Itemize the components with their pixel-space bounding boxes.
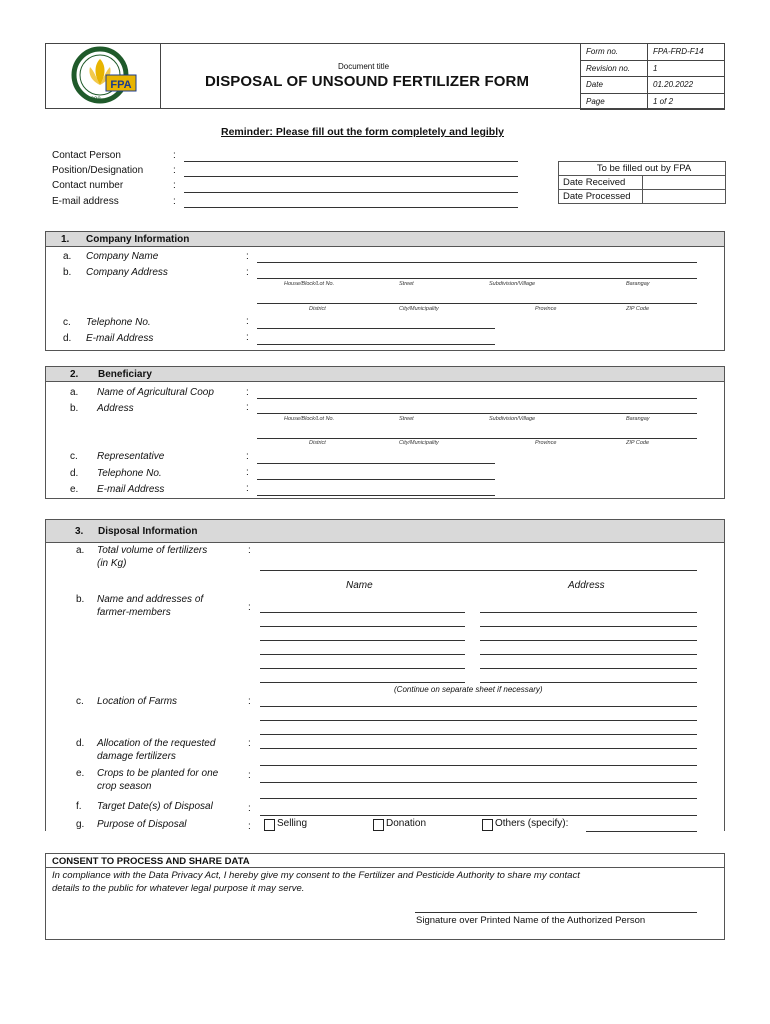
colon: : xyxy=(248,738,251,749)
farmer-address-field[interactable] xyxy=(480,668,697,669)
total-volume-label: Total volume of fertilizers xyxy=(97,545,208,556)
farmer-address-field[interactable] xyxy=(480,640,697,641)
selling-checkbox[interactable] xyxy=(264,819,275,831)
item-letter: e. xyxy=(76,768,85,779)
farmer-members-label: Name and addresses of xyxy=(97,594,204,605)
fpa-box-header xyxy=(559,162,726,176)
others-specify-field[interactable] xyxy=(586,831,697,832)
section-3-header xyxy=(45,519,725,543)
target-date-label: Target Date(s) of Disposal xyxy=(97,801,213,812)
allocation-field[interactable] xyxy=(260,748,697,749)
beneficiary-address-label: Address xyxy=(97,403,134,414)
colon: : xyxy=(246,251,249,262)
colon: : xyxy=(248,803,251,814)
target-date-field[interactable] xyxy=(260,815,697,816)
addr-sublabel: ZIP Code xyxy=(626,306,650,312)
item-letter: g. xyxy=(76,819,85,830)
addr-sublabel: District xyxy=(309,306,326,312)
item-letter: a. xyxy=(63,251,72,262)
reminder-text: Reminder: Please fill out the form completely and legibly xyxy=(221,126,504,138)
date-processed-label: Date Processed xyxy=(559,190,643,204)
item-letter: c. xyxy=(70,451,78,462)
addr-sublabel: Street xyxy=(399,281,414,287)
agri-coop-field[interactable] xyxy=(257,398,697,399)
meta-label: Date xyxy=(581,77,648,94)
total-volume-label-2: (in Kg) xyxy=(97,558,127,569)
farmer-address-field[interactable] xyxy=(480,654,697,655)
section-title: Disposal Information xyxy=(98,526,198,537)
selling-option-label: Selling xyxy=(277,818,308,829)
position-label: Position/Designation xyxy=(52,165,144,176)
beneficiary-email-field[interactable] xyxy=(257,495,495,496)
agri-coop-label: Name of Agricultural Coop xyxy=(97,387,214,398)
addr-sublabel: Province xyxy=(535,440,557,446)
consent-title-divider xyxy=(45,867,725,868)
colon: : xyxy=(246,267,249,278)
contact-number-field[interactable] xyxy=(184,192,518,193)
allocation-field[interactable] xyxy=(260,734,697,735)
farmer-name-field[interactable] xyxy=(260,668,465,669)
beneficiary-telephone-field[interactable] xyxy=(257,479,495,480)
farmer-name-field[interactable] xyxy=(260,640,465,641)
company-name-field[interactable] xyxy=(257,262,697,263)
addr-sublabel: Barangay xyxy=(626,281,650,287)
meta-value: 01.20.2022 xyxy=(648,77,725,94)
purpose-label: Purpose of Disposal xyxy=(97,819,187,830)
item-letter: d. xyxy=(76,738,85,749)
item-letter: f. xyxy=(76,801,82,812)
section-1-header xyxy=(45,231,725,247)
item-letter: e. xyxy=(70,484,79,495)
beneficiary-address-field-2[interactable] xyxy=(257,438,697,439)
date-processed-field[interactable] xyxy=(643,190,726,204)
representative-field[interactable] xyxy=(257,463,495,464)
colon: : xyxy=(246,402,249,413)
farmer-address-field[interactable] xyxy=(480,612,697,613)
section-number: 3. xyxy=(75,526,84,537)
contact-number-label: Contact number xyxy=(52,180,124,191)
fpa-box-row xyxy=(559,190,726,204)
header-logo-divider xyxy=(160,43,161,109)
addr-sublabel: City/Municipality xyxy=(399,306,439,312)
section-2-header xyxy=(45,366,725,382)
form-meta-table xyxy=(580,43,725,110)
beneficiary-email-label: E-mail Address xyxy=(97,484,165,495)
addr-sublabel: Barangay xyxy=(626,416,650,422)
colon: : xyxy=(173,150,176,161)
item-letter: b. xyxy=(70,403,79,414)
farmer-address-field[interactable] xyxy=(480,626,697,627)
consent-text-line-1: In compliance with the Data Privacy Act, I hereby give my consent to the Fertilizer and Pesticide Authority to share my contact xyxy=(52,870,580,881)
crops-label: Crops to be planted for one xyxy=(97,768,219,779)
email-label: E-mail address xyxy=(52,196,119,207)
telephone-label: Telephone No. xyxy=(86,317,151,328)
meta-value: 1 of 2 xyxy=(648,93,725,110)
meta-row xyxy=(581,44,725,61)
fpa-use-box xyxy=(558,161,726,204)
email-field[interactable] xyxy=(184,207,518,208)
continue-note: (Continue on separate sheet if necessary) xyxy=(394,685,543,694)
crops-field[interactable] xyxy=(260,798,697,799)
name-column-header: Name xyxy=(346,580,373,591)
signature-field[interactable] xyxy=(415,912,697,913)
location-farms-field[interactable] xyxy=(260,706,697,707)
form-title: DISPOSAL OF UNSOUND FERTILIZER FORM xyxy=(205,73,530,90)
fpa-logo xyxy=(70,45,140,107)
consent-text-line-2: details to the public for whatever legal purpose it may serve. xyxy=(52,883,305,894)
colon: : xyxy=(248,770,251,781)
company-address-field-1[interactable] xyxy=(257,278,697,279)
beneficiary-address-field-1[interactable] xyxy=(257,413,697,414)
meta-value: 1 xyxy=(648,60,725,77)
item-letter: d. xyxy=(70,468,79,479)
donation-option-label: Donation xyxy=(386,818,427,829)
company-telephone-field[interactable] xyxy=(257,328,495,329)
document-title-label: Document title xyxy=(338,62,390,71)
logo-brand: FPA xyxy=(110,79,132,91)
company-name-label: Company Name xyxy=(86,251,159,262)
addr-sublabel: District xyxy=(309,440,326,446)
date-received-field[interactable] xyxy=(643,176,726,190)
addr-sublabel: Province xyxy=(535,306,557,312)
logo-year: 1898 xyxy=(87,97,101,103)
addr-sublabel: Subdivision/Village xyxy=(489,416,536,422)
colon: : xyxy=(246,387,249,398)
farmer-name-field[interactable] xyxy=(260,654,465,655)
addr-sublabel: Subdivision/Village xyxy=(489,281,536,287)
meta-row xyxy=(581,77,725,94)
allocation-label: Allocation of the requested xyxy=(97,738,216,749)
consent-title: CONSENT TO PROCESS AND SHARE DATA xyxy=(52,856,250,867)
section-number: 1. xyxy=(61,234,70,245)
colon: : xyxy=(248,821,251,832)
donation-checkbox[interactable] xyxy=(373,819,384,831)
item-letter: a. xyxy=(76,545,85,556)
meta-value: FPA-FRD-F14 xyxy=(648,44,725,61)
meta-row xyxy=(581,93,725,110)
farmer-members-label-2: farmer-members xyxy=(97,607,171,618)
beneficiary-telephone-label: Telephone No. xyxy=(97,468,162,479)
item-letter: b. xyxy=(63,267,72,278)
colon: : xyxy=(246,467,249,478)
crops-field[interactable] xyxy=(260,765,697,766)
date-received-label: Date Received xyxy=(559,176,643,190)
colon: : xyxy=(246,483,249,494)
meta-label: Page xyxy=(581,93,648,110)
colon: : xyxy=(173,180,176,191)
company-address-field-2[interactable] xyxy=(257,303,697,304)
colon: : xyxy=(246,332,249,343)
company-email-field[interactable] xyxy=(257,344,495,345)
item-letter: c. xyxy=(63,317,71,328)
addr-sublabel: Street xyxy=(399,416,414,422)
farmer-address-field[interactable] xyxy=(480,682,697,683)
farmer-name-field[interactable] xyxy=(260,626,465,627)
meta-label: Form no. xyxy=(581,44,648,61)
fpa-box-row xyxy=(559,176,726,190)
fpa-box-title: To be filled out by FPA xyxy=(559,162,726,176)
meta-row xyxy=(581,60,725,77)
crops-label-2: crop season xyxy=(97,781,152,792)
colon: : xyxy=(248,602,251,613)
item-letter: d. xyxy=(63,333,72,344)
addr-sublabel: ZIP Code xyxy=(626,440,650,446)
company-email-label: E-mail Address xyxy=(86,333,154,344)
others-checkbox[interactable] xyxy=(482,819,493,831)
section-title: Beneficiary xyxy=(98,369,152,380)
section-2-body xyxy=(45,382,725,499)
location-farms-field[interactable] xyxy=(260,720,697,721)
item-letter: c. xyxy=(76,696,84,707)
position-field[interactable] xyxy=(184,176,518,177)
farmer-name-field[interactable] xyxy=(260,612,465,613)
section-number: 2. xyxy=(70,369,79,380)
farmer-name-field[interactable] xyxy=(260,682,465,683)
colon: : xyxy=(173,196,176,207)
colon: : xyxy=(246,316,249,327)
addr-sublabel: House/Block/Lot No. xyxy=(284,281,335,287)
contact-person-label: Contact Person xyxy=(52,150,121,161)
item-letter: a. xyxy=(70,387,79,398)
meta-label: Revision no. xyxy=(581,60,648,77)
others-option-label: Others (specify): xyxy=(495,818,569,829)
representative-label: Representative xyxy=(97,451,165,462)
allocation-label-2: damage fertilizers xyxy=(97,751,176,762)
company-address-label: Company Address xyxy=(86,267,168,278)
addr-sublabel: House/Block/Lot No. xyxy=(284,416,335,422)
total-volume-field[interactable] xyxy=(260,570,697,571)
signature-label: Signature over Printed Name of the Authorized Person xyxy=(416,915,646,926)
section-title: Company Information xyxy=(86,234,190,245)
contact-person-field[interactable] xyxy=(184,161,518,162)
item-letter: b. xyxy=(76,594,85,605)
colon: : xyxy=(246,451,249,462)
colon: : xyxy=(248,545,251,556)
address-column-header: Address xyxy=(568,580,605,591)
colon: : xyxy=(173,165,176,176)
crops-field[interactable] xyxy=(260,782,697,783)
location-farms-label: Location of Farms xyxy=(97,696,178,707)
colon: : xyxy=(248,696,251,707)
addr-sublabel: City/Municipality xyxy=(399,440,439,446)
